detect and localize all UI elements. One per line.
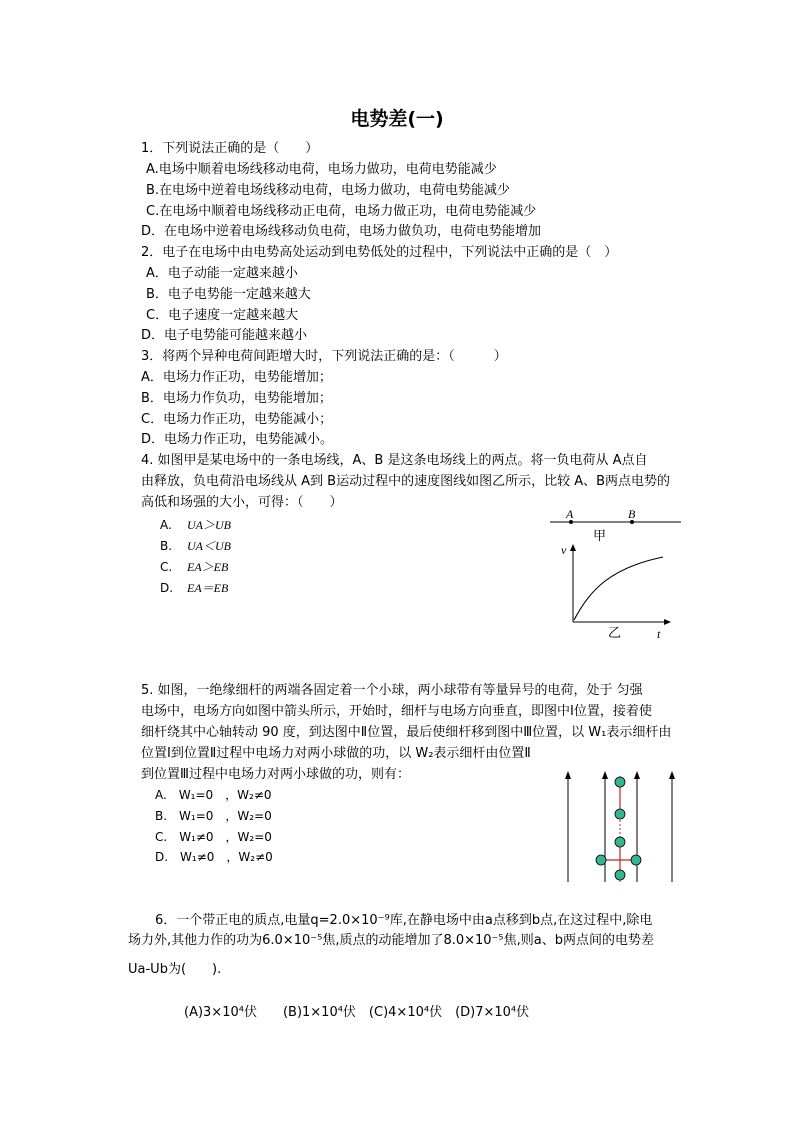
figure-label-b: B [628, 507, 636, 521]
field-arrow-1-icon [565, 771, 571, 779]
q4-option-d-expr: EA＝EB [187, 581, 229, 595]
q3-option-a: A．电场力作正功，电势能增加； [141, 370, 332, 385]
ball-1-right [631, 855, 641, 865]
q4-option-c-label: C. [160, 560, 173, 574]
field-arrow-2-icon [602, 771, 608, 779]
q5-line1: 5. 如图，一绝缘细杆的两端各固定着一个小球，两小球带有等量异号的电荷，处于 匀强 [141, 683, 643, 698]
q5-option-d: D. W₁≠0 ，W₂≠0 [155, 850, 273, 864]
t-axis-arrow-icon [664, 619, 671, 625]
q6-line3: Ua-Ub为( ). [128, 962, 222, 977]
q1-stem: 1．下列说法正确的是（ ） [141, 141, 319, 156]
q2-option-c: C．电子速度一定越来越大 [146, 308, 299, 323]
q5-option-b: B. W₁=0 ，W₂=0 [155, 809, 272, 823]
q2-option-d: D．电子电势能可能越来越小 [141, 328, 308, 343]
figure-label-a: A [566, 507, 574, 521]
q4-line3: 高低和场强的大小，可得：（ ） [141, 495, 343, 510]
q5-line2: 电场中，电场方向如图中箭头所示，开始时，细杆与电场方向垂直，即图中Ⅰ位置，接着使 [141, 704, 652, 719]
q6-line1: 6．一个带正电的质点,电量q=2.0×10⁻⁹库,在静电场中由a点移到b点,在这过程中,除电 [155, 913, 653, 928]
q4-option-d-label: D. [160, 581, 174, 595]
ball-3-top [615, 777, 625, 787]
figure-jia-label: 甲 [593, 529, 607, 544]
q5-line3: 细杆绕其中心轴转动 90 度，到达图中Ⅱ位置，最后使细杆移到图中Ⅲ位置，以 W₁表示细杆由 [141, 725, 672, 740]
q2-option-b: B．电子电势能一定越来越大 [146, 287, 311, 302]
q4-option-b-expr: UA＜UB [187, 539, 231, 553]
ball-1-left [596, 855, 606, 865]
q6-line2: 场力外,其他力作的功为6.0×10⁻⁵焦,质点的动能增加了8.0×10⁻⁵焦,则a、b两点间的电势差 [128, 933, 654, 948]
figure-rod-field [560, 768, 690, 886]
q5-line5: 到位置Ⅲ过程中电场力对两小球做的功，则有： [141, 767, 410, 782]
figure-label-t: t [657, 627, 661, 641]
field-arrow-4-icon [669, 771, 675, 779]
q3-option-d: D．电场力作正功，电势能减小。 [141, 432, 334, 447]
q4-line1: 4. 如图甲是某电场中的一条电场线，A、B 是这条电场线上的两点。将一负电荷从 A点自 [141, 453, 648, 468]
field-arrow-3-icon [634, 771, 640, 779]
velocity-curve [574, 557, 663, 620]
q3-stem: 3．将两个异种电荷间距增大时，下列说法正确的是：（ ） [141, 349, 507, 364]
figure-yi-label: 乙 [608, 626, 622, 641]
q1-option-d: D．在电场中逆着电场线移动负电荷，电场力做负功，电荷电势能增加 [141, 224, 542, 239]
ball-2-bottom [615, 870, 625, 880]
q5-option-a: A. W₁=0 ，W₂≠0 [155, 788, 272, 802]
q1-option-c: C.在电场中顺着电场线移动正电荷，电场力做正功，电荷电势能减少 [146, 204, 537, 219]
q2-option-a: A．电子动能一定越来越小 [146, 266, 298, 281]
q4-option-c-expr: EA＞EB [187, 560, 229, 574]
q4-option-b-label: B. [160, 539, 173, 553]
q6-options: (A)3×10⁴伏 (B)1×10⁴伏 (C)4×10⁴伏 (D)7×10⁴伏 [184, 1005, 530, 1020]
q4-option-a-expr: UA＞UB [187, 518, 231, 532]
q3-option-b: B．电场力作负功，电势能增加； [141, 391, 332, 406]
q4-line2: 由释放，负电荷沿电场线从 A到 B运动过程中的速度图线如图乙所示，比较 A、B两点电势的 [141, 474, 671, 489]
q4-option-a-label: A. [160, 518, 172, 532]
q2-stem: 2．电子在电场中由电势高处运动到电势低处的过程中，下列说法中正确的是（ ） [141, 245, 618, 260]
q3-option-c: C．电场力作正功，电势能减小； [141, 412, 333, 427]
q1-option-b: B.在电场中逆着电场线移动电荷，电场力做功，电荷电势能减少 [146, 183, 511, 198]
q1-option-a: A.电场中顺着电场线移动电荷，电场力做功，电荷电势能减少 [146, 162, 497, 177]
page-title: 电势差(一) [350, 108, 444, 130]
q5-option-c: C. W₁≠0 ，W₂=0 [155, 830, 272, 844]
ball-3-bottom [615, 809, 625, 819]
ball-2-top [615, 837, 625, 847]
figure-label-v: v [561, 543, 567, 557]
q5-line4: 位置Ⅰ到位置Ⅱ过程中电场力对两小球做的功，以 W₂表示细杆由位置Ⅱ [141, 746, 531, 761]
v-axis-arrow-icon [570, 544, 576, 551]
